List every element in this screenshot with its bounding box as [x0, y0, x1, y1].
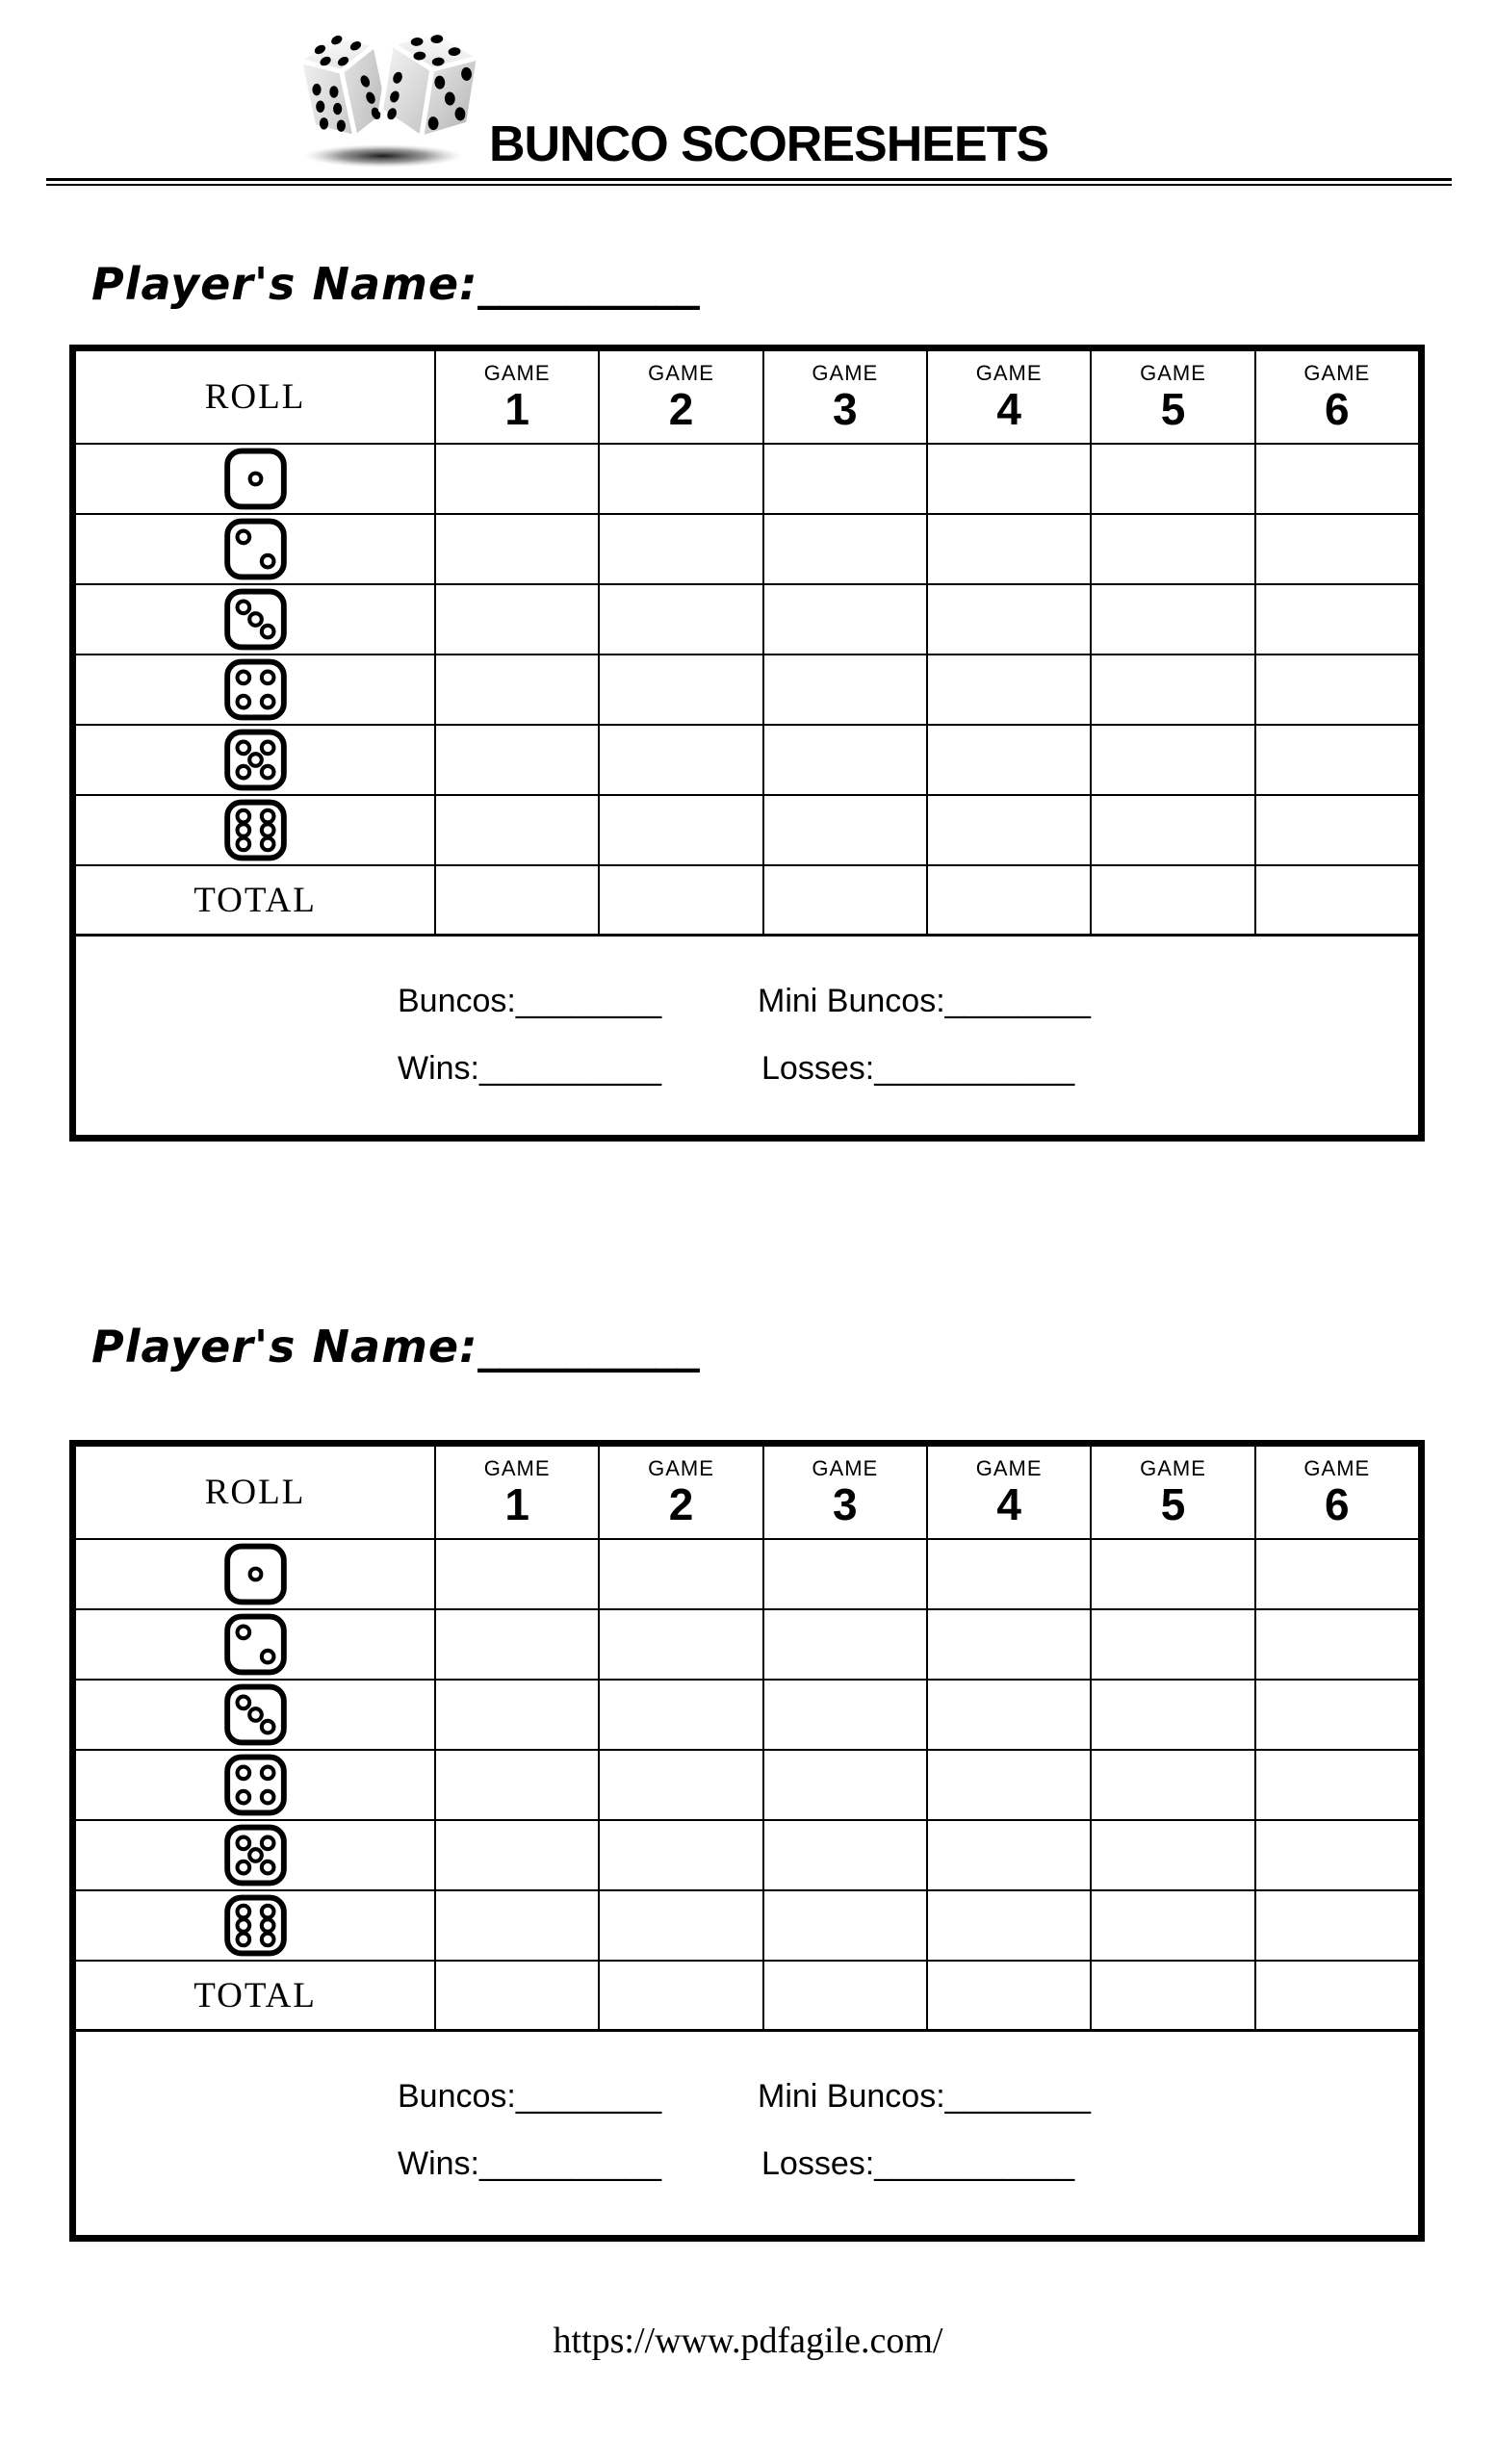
die-6-icon: [76, 1891, 434, 1960]
losses-blank[interactable]: ___________: [874, 1050, 1075, 1087]
score-cell-roll1-game2[interactable]: [598, 1540, 761, 1608]
game-1-header: [434, 351, 598, 443]
score-cell-roll6-game3[interactable]: [762, 1891, 926, 1960]
game-3-header: [762, 351, 926, 443]
score-cell-roll3-game6[interactable]: [1254, 585, 1418, 654]
losses-label: Losses:: [761, 1050, 875, 1087]
total-cell-game6[interactable]: [1254, 866, 1418, 934]
score-cell-roll1-game3[interactable]: [762, 1540, 926, 1608]
game-6-header: [1254, 351, 1418, 443]
score-cell-roll1-game5[interactable]: [1090, 1540, 1253, 1608]
game-4-header: [926, 351, 1090, 443]
die-5-icon: [76, 726, 434, 794]
die-2-icon: [76, 515, 434, 583]
score-cell-roll2-game4[interactable]: [926, 515, 1090, 583]
game-label: GAME: [483, 361, 551, 385]
dice-logo: [285, 10, 489, 169]
score-cell-roll6-game2[interactable]: [598, 1891, 761, 1960]
game-label: GAME: [1303, 1456, 1371, 1480]
total-cell-game4[interactable]: [926, 1962, 1090, 2029]
roll-row-5: [76, 724, 1418, 794]
score-cell-roll3-game3[interactable]: [762, 585, 926, 654]
summary-fields: [76, 2032, 1418, 2224]
header-divider: [46, 178, 1452, 186]
total-cell-game5[interactable]: [1090, 1962, 1253, 2029]
score-cell-roll4-game6[interactable]: [1254, 1751, 1418, 1819]
scoresheet-2: [69, 1440, 1425, 2242]
score-cell-roll6-game3[interactable]: [762, 796, 926, 864]
game-1-header: [434, 1447, 598, 1538]
buncos-blank[interactable]: ________: [515, 2078, 662, 2115]
player-name-blank[interactable]: __________: [477, 258, 700, 310]
score-cell-roll2-game6[interactable]: [1254, 515, 1418, 583]
score-cell-roll2-game3[interactable]: [762, 515, 926, 583]
roll-row-6: [76, 794, 1418, 864]
score-cell-roll4-game2[interactable]: [598, 1751, 761, 1819]
game-number: 4: [996, 1479, 1021, 1529]
total-cell-game2[interactable]: [598, 1962, 761, 2029]
score-cell-roll3-game1[interactable]: [434, 585, 598, 654]
dice-rows: [76, 1538, 1418, 1960]
player-name-label: Player's Name:: [91, 1321, 478, 1373]
total-cell-game4[interactable]: [926, 866, 1090, 934]
roll-column-header: ROLL: [204, 377, 306, 417]
score-cell-roll3-game4[interactable]: [926, 1681, 1090, 1749]
score-cell-roll5-game4[interactable]: [926, 1821, 1090, 1889]
game-label: GAME: [975, 1456, 1043, 1480]
game-label: GAME: [812, 1456, 879, 1480]
dice-rows: [76, 443, 1418, 864]
mini-buncos-field: [758, 983, 1091, 1020]
buncos-label: Buncos:: [398, 2078, 516, 2115]
score-cell-roll2-game2[interactable]: [598, 1610, 761, 1679]
game-number: 4: [996, 384, 1021, 434]
score-cell-roll4-game2[interactable]: [598, 655, 761, 724]
score-cell-roll2-game6[interactable]: [1254, 1610, 1418, 1679]
score-cell-roll4-game4[interactable]: [926, 1751, 1090, 1819]
mini-buncos-label: Mini Buncos:: [758, 983, 945, 1019]
total-row: [76, 1960, 1418, 2032]
game-number: 3: [833, 384, 858, 434]
score-cell-roll6-game5[interactable]: [1090, 796, 1253, 864]
score-cell-roll1-game6[interactable]: [1254, 445, 1418, 513]
score-cell-roll3-game3[interactable]: [762, 1681, 926, 1749]
score-cell-roll2-game1[interactable]: [434, 1610, 598, 1679]
game-5-header: [1090, 1447, 1253, 1538]
dice-logo-graphic: [285, 10, 489, 169]
buncos-field: [398, 983, 661, 1020]
score-cell-roll3-game2[interactable]: [598, 585, 761, 654]
score-cell-roll4-game6[interactable]: [1254, 655, 1418, 724]
die-5-icon: [76, 1821, 434, 1889]
game-number: 2: [668, 384, 694, 434]
wins-label: Wins:: [398, 2145, 479, 2182]
score-cell-roll5-game2[interactable]: [598, 1821, 761, 1889]
score-cell-roll5-game3[interactable]: [762, 726, 926, 794]
losses-blank[interactable]: ___________: [874, 2145, 1075, 2182]
score-cell-roll2-game5[interactable]: [1090, 1610, 1253, 1679]
score-cell-roll2-game4[interactable]: [926, 1610, 1090, 1679]
score-cell-roll2-game1[interactable]: [434, 515, 598, 583]
player-name-label: Player's Name:: [91, 258, 478, 310]
table-header-row: [76, 351, 1418, 443]
scoresheet-1: [69, 345, 1425, 1142]
roll-row-3: [76, 583, 1418, 654]
roll-column-header: ROLL: [204, 1473, 306, 1512]
buncos-label: Buncos:: [398, 983, 516, 1019]
game-6-header: [1254, 1447, 1418, 1538]
player-name-row-1: [91, 258, 700, 310]
roll-row-1: [76, 443, 1418, 513]
roll-row-2: [76, 1608, 1418, 1679]
score-cell-roll4-game3[interactable]: [762, 1751, 926, 1819]
score-cell-roll3-game4[interactable]: [926, 585, 1090, 654]
die-3-icon: [76, 585, 434, 654]
die-6-icon: [76, 796, 434, 864]
score-cell-roll1-game1[interactable]: [434, 445, 598, 513]
score-cell-roll1-game5[interactable]: [1090, 445, 1253, 513]
game-number: 1: [504, 1479, 529, 1529]
die-1-icon: [76, 1540, 434, 1608]
total-label: TOTAL: [193, 880, 317, 920]
total-label: TOTAL: [193, 1975, 317, 2015]
mini-buncos-field: [758, 2078, 1091, 2116]
game-label: GAME: [648, 361, 714, 385]
total-cell-game2[interactable]: [598, 866, 761, 934]
roll-row-6: [76, 1889, 1418, 1960]
total-cell-game6[interactable]: [1254, 1962, 1418, 2029]
score-cell-roll4-game1[interactable]: [434, 655, 598, 724]
buncos-blank[interactable]: ________: [515, 983, 662, 1019]
die-4-icon: [76, 655, 434, 724]
score-cell-roll6-game1[interactable]: [434, 1891, 598, 1960]
roll-row-4: [76, 654, 1418, 724]
roll-row-5: [76, 1819, 1418, 1889]
page-title: BUNCO SCORESHEETS: [489, 116, 1049, 172]
score-cell-roll5-game2[interactable]: [598, 726, 761, 794]
game-5-header: [1090, 351, 1253, 443]
score-cell-roll6-game4[interactable]: [926, 1891, 1090, 1960]
game-number: 6: [1325, 384, 1350, 434]
total-row: [76, 864, 1418, 937]
score-cell-roll4-game5[interactable]: [1090, 655, 1253, 724]
total-cell-game3[interactable]: [762, 1962, 926, 2029]
wins-field: [398, 2145, 661, 2183]
score-cell-roll3-game1[interactable]: [434, 1681, 598, 1749]
game-label: GAME: [975, 361, 1043, 385]
score-cell-roll4-game1[interactable]: [434, 1751, 598, 1819]
game-2-header: [598, 351, 761, 443]
score-cell-roll1-game4[interactable]: [926, 1540, 1090, 1608]
total-cell-game5[interactable]: [1090, 866, 1253, 934]
score-cell-roll4-game3[interactable]: [762, 655, 926, 724]
game-4-header: [926, 1447, 1090, 1538]
score-cell-roll1-game6[interactable]: [1254, 1540, 1418, 1608]
score-cell-roll3-game2[interactable]: [598, 1681, 761, 1749]
wins-label: Wins:: [398, 1050, 479, 1087]
score-cell-roll6-game6[interactable]: [1254, 796, 1418, 864]
game-number: 3: [833, 1479, 858, 1529]
game-label: GAME: [1140, 1456, 1206, 1480]
score-cell-roll2-game5[interactable]: [1090, 515, 1253, 583]
score-cell-roll5-game1[interactable]: [434, 726, 598, 794]
score-cell-roll1-game3[interactable]: [762, 445, 926, 513]
score-cell-roll1-game1[interactable]: [434, 1540, 598, 1608]
roll-row-2: [76, 513, 1418, 583]
score-cell-roll5-game6[interactable]: [1254, 1821, 1418, 1889]
score-cell-roll1-game4[interactable]: [926, 445, 1090, 513]
wins-blank[interactable]: __________: [479, 1050, 662, 1087]
summary-fields: [76, 937, 1418, 1129]
game-label: GAME: [1140, 361, 1206, 385]
score-cell-roll6-game2[interactable]: [598, 796, 761, 864]
losses-field: [761, 1050, 1074, 1088]
die-1-icon: [76, 445, 434, 513]
die-4-icon: [76, 1751, 434, 1819]
mini-buncos-blank[interactable]: ________: [944, 2078, 1091, 2115]
score-cell-roll3-game5[interactable]: [1090, 585, 1253, 654]
game-label: GAME: [812, 361, 879, 385]
game-label: GAME: [648, 1456, 714, 1480]
game-number: 5: [1160, 1479, 1186, 1529]
mini-buncos-label: Mini Buncos:: [758, 2078, 945, 2115]
score-cell-roll5-game5[interactable]: [1090, 1821, 1253, 1889]
game-number: 6: [1325, 1479, 1350, 1529]
mini-buncos-blank[interactable]: ________: [944, 983, 1091, 1019]
die-2-icon: [76, 1610, 434, 1679]
score-cell-roll1-game2[interactable]: [598, 445, 761, 513]
score-cell-roll5-game1[interactable]: [434, 1821, 598, 1889]
table-header-row: [76, 1447, 1418, 1538]
score-cell-roll5-game4[interactable]: [926, 726, 1090, 794]
losses-field: [761, 2145, 1074, 2183]
wins-field: [398, 1050, 661, 1088]
score-cell-roll2-game3[interactable]: [762, 1610, 926, 1679]
game-number: 1: [504, 384, 529, 434]
score-cell-roll2-game2[interactable]: [598, 515, 761, 583]
total-cell-game1[interactable]: [434, 866, 598, 934]
total-cell-game1[interactable]: [434, 1962, 598, 2029]
player-name-row-2: [91, 1321, 700, 1373]
score-cell-roll5-game6[interactable]: [1254, 726, 1418, 794]
die-3-icon: [76, 1681, 434, 1749]
roll-row-3: [76, 1679, 1418, 1749]
game-2-header: [598, 1447, 761, 1538]
score-cell-roll4-game4[interactable]: [926, 655, 1090, 724]
wins-blank[interactable]: __________: [479, 2145, 662, 2182]
score-cell-roll6-game6[interactable]: [1254, 1891, 1418, 1960]
game-label: GAME: [483, 1456, 551, 1480]
score-cell-roll6-game4[interactable]: [926, 796, 1090, 864]
buncos-field: [398, 2078, 661, 2116]
score-cell-roll5-game3[interactable]: [762, 1821, 926, 1889]
score-cell-roll4-game5[interactable]: [1090, 1751, 1253, 1819]
game-3-header: [762, 1447, 926, 1538]
player-name-blank[interactable]: __________: [477, 1321, 700, 1373]
losses-label: Losses:: [761, 2145, 875, 2182]
game-label: GAME: [1303, 361, 1371, 385]
game-number: 2: [668, 1479, 694, 1529]
score-cell-roll3-game6[interactable]: [1254, 1681, 1418, 1749]
roll-row-4: [76, 1749, 1418, 1819]
roll-row-1: [76, 1538, 1418, 1608]
total-cell-game3[interactable]: [762, 866, 926, 934]
score-cell-roll6-game5[interactable]: [1090, 1891, 1253, 1960]
score-cell-roll3-game5[interactable]: [1090, 1681, 1253, 1749]
game-number: 5: [1160, 384, 1186, 434]
footer-url[interactable]: https://www.pdfagile.com/: [553, 2321, 943, 2361]
score-cell-roll5-game5[interactable]: [1090, 726, 1253, 794]
score-cell-roll6-game1[interactable]: [434, 796, 598, 864]
